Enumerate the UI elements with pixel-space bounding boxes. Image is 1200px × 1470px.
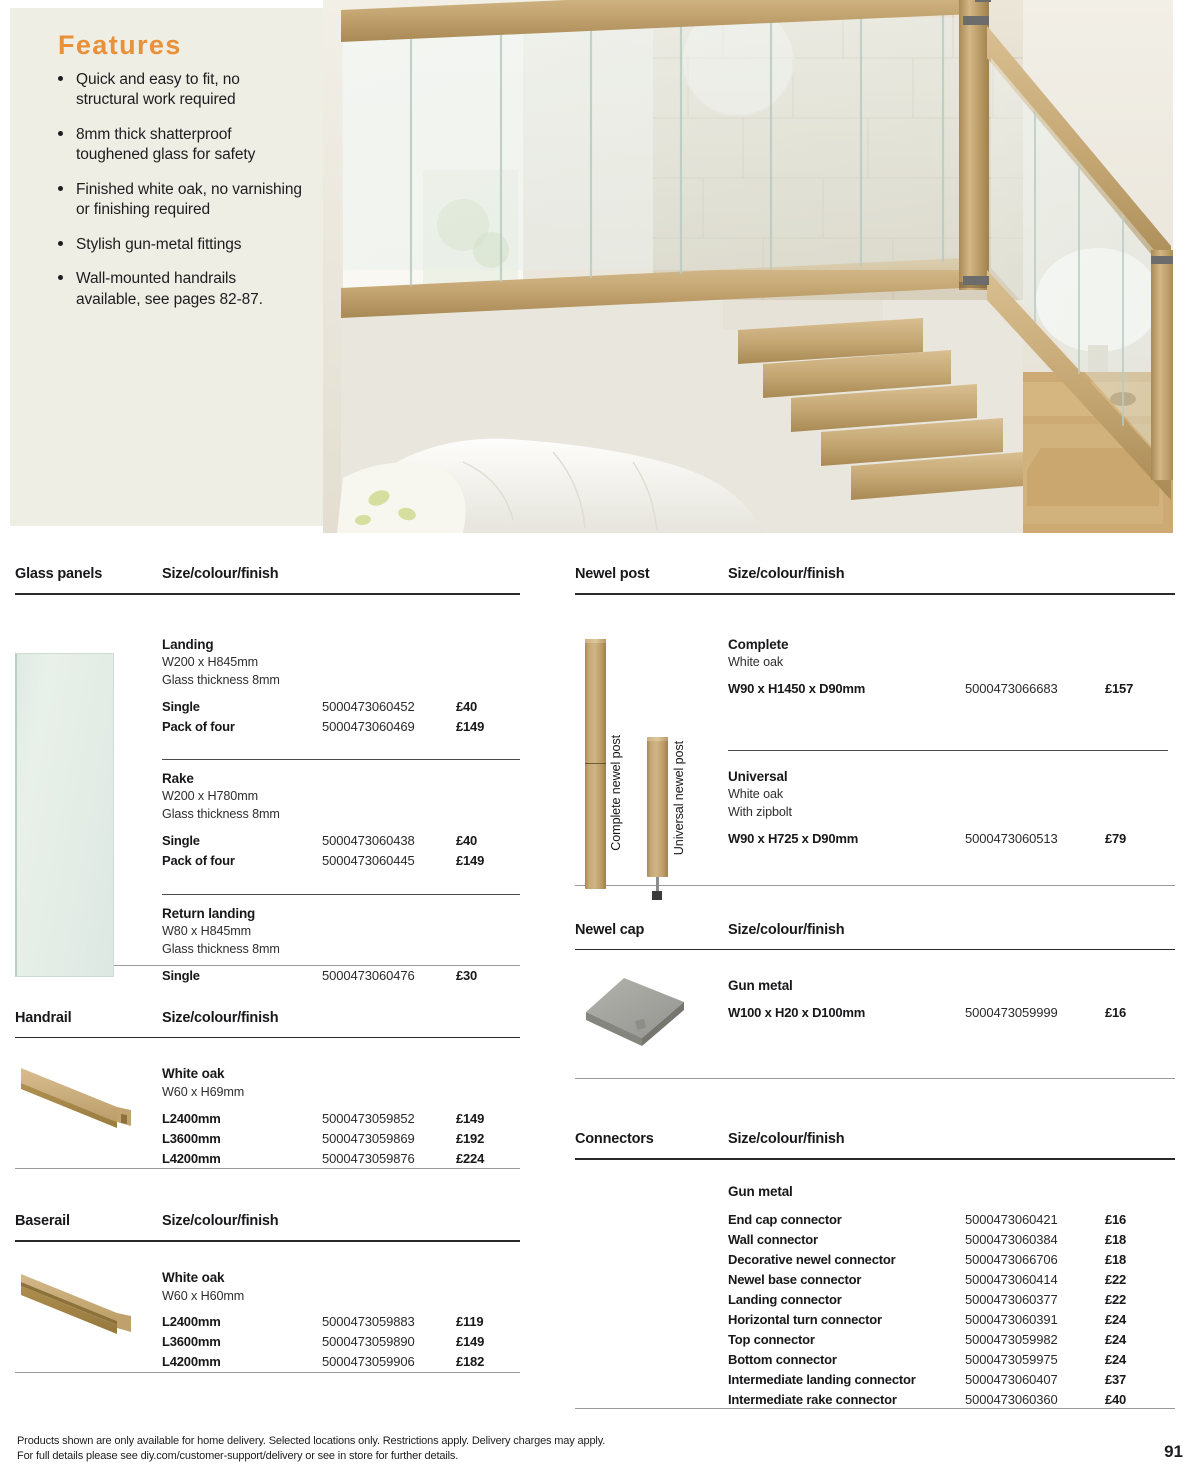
- image-label-complete-newel-post: Complete newel post: [609, 734, 623, 851]
- table-row: [162, 1151, 520, 1171]
- feature-text: Finished white oak, no varnishing or finishing required: [76, 180, 302, 219]
- section-baserail: [15, 1213, 520, 1373]
- section-subheader-newel-cap: Size/colour/finish: [728, 921, 845, 938]
- page-number: 91: [1164, 1442, 1183, 1461]
- table-row: [728, 1212, 1168, 1232]
- group-name: Return landing: [162, 905, 256, 921]
- group-name: Gun metal: [728, 978, 793, 994]
- section-title-baserail: Baserail: [15, 1213, 70, 1230]
- product-image-universal-newel-post: [647, 737, 668, 877]
- row-price: £40: [1105, 1391, 1127, 1407]
- feature-item: [54, 235, 304, 255]
- row-price: £79: [1105, 830, 1127, 846]
- section-subheader-handrail: Size/colour/finish: [162, 1009, 279, 1026]
- product-group-newel-universal: [728, 767, 1168, 851]
- table-row: [162, 853, 520, 873]
- row-label: L3600mm: [162, 1334, 221, 1350]
- group-desc-line: W60 x H69mm: [162, 1084, 245, 1099]
- group-desc-line: Glass thickness 8mm: [162, 942, 280, 957]
- row-label: L2400mm: [162, 1110, 221, 1126]
- bullet-icon: [58, 131, 63, 136]
- table-row: [728, 1332, 1168, 1352]
- row-label: End cap connector: [728, 1211, 842, 1227]
- row-label: L4200mm: [162, 1150, 221, 1166]
- section-subheader-baserail: Size/colour/finish: [162, 1213, 279, 1230]
- row-price: £24: [1105, 1311, 1127, 1327]
- price-rows: [162, 1314, 520, 1374]
- table-row: [728, 1352, 1168, 1372]
- feature-item: [54, 125, 304, 166]
- row-code: 5000473060469: [322, 718, 415, 734]
- row-code: 5000473060377: [965, 1291, 1058, 1307]
- row-code: 5000473060360: [965, 1391, 1058, 1407]
- row-price: £18: [1105, 1251, 1127, 1267]
- product-group-handrail-white-oak: [162, 1064, 520, 1170]
- product-group-baserail-white-oak: [162, 1268, 520, 1374]
- section-title-glass-panels: Glass panels: [15, 566, 103, 582]
- group-name: Universal: [728, 768, 788, 784]
- product-image-newel-cap: [580, 972, 690, 1052]
- feature-text: Wall-mounted handrails available, see pages 82-87.: [76, 270, 263, 308]
- price-rows: [728, 831, 1168, 851]
- features-list: [54, 70, 304, 324]
- footer-line-1: Products shown are only available for home delivery. Selected locations only. Restrictions apply. Delivery charges may apply.: [17, 1435, 606, 1447]
- group-desc-line: W80 x H845mm: [162, 924, 252, 939]
- row-code: 5000473066683: [965, 681, 1058, 697]
- row-price: £224: [456, 1150, 485, 1166]
- product-group-newel-complete: [728, 635, 1168, 701]
- bullet-icon: [58, 186, 63, 191]
- row-price: £24: [1105, 1331, 1127, 1347]
- group-desc-line: Glass thickness 8mm: [162, 807, 280, 822]
- section-title-newel-cap: Newel cap: [575, 921, 645, 938]
- hero-illustration: [323, 0, 1173, 533]
- table-row: [162, 1354, 520, 1374]
- table-row: [728, 1005, 1168, 1025]
- product-image-handrail: [17, 1060, 142, 1130]
- row-price: £16: [1105, 1211, 1127, 1227]
- table-row: [162, 968, 520, 988]
- row-code: 5000473060452: [322, 698, 415, 714]
- group-desc-line: W200 x H780mm: [162, 789, 258, 804]
- right-column: [575, 566, 1175, 1409]
- row-price: £22: [1105, 1271, 1127, 1287]
- row-label: L4200mm: [162, 1354, 221, 1370]
- product-image-complete-newel-post: [585, 639, 606, 889]
- row-price: £149: [456, 1110, 485, 1126]
- row-label: Pack of four: [162, 852, 235, 868]
- feature-text: 8mm thick shatterproof toughened glass for safety: [76, 125, 256, 164]
- price-rows: [162, 1111, 520, 1171]
- row-label: Landing connector: [728, 1291, 842, 1307]
- row-price: £157: [1105, 681, 1134, 697]
- row-code: 5000473060384: [965, 1231, 1058, 1247]
- bullet-icon: [58, 275, 63, 280]
- row-label: Single: [162, 698, 200, 714]
- group-desc-line: With zipbolt: [728, 805, 792, 820]
- section-connectors: [575, 1131, 1175, 1409]
- price-rows: [728, 1005, 1168, 1025]
- product-group-return-landing: [162, 904, 520, 988]
- row-price: £18: [1105, 1231, 1127, 1247]
- group-desc-line: Glass thickness 8mm: [162, 673, 280, 688]
- row-label: Newel base connector: [728, 1271, 862, 1287]
- group-name: Gun metal: [728, 1183, 793, 1199]
- row-code: 5000473060513: [965, 830, 1058, 846]
- row-label: Intermediate rake connector: [728, 1391, 897, 1407]
- section-handrail: [15, 1010, 520, 1170]
- row-price: £40: [456, 698, 478, 714]
- bullet-icon: [58, 76, 63, 81]
- feature-item: [54, 180, 304, 221]
- price-rows: [162, 699, 520, 739]
- divider: [162, 894, 520, 895]
- section-title-handrail: Handrail: [15, 1009, 72, 1026]
- row-label: Single: [162, 832, 200, 848]
- table-row: [728, 1392, 1168, 1412]
- row-price: £40: [456, 832, 478, 848]
- group-name: Landing: [162, 636, 214, 652]
- table-row: [162, 833, 520, 853]
- row-price: £24: [1105, 1351, 1127, 1367]
- row-code: 5000473059975: [965, 1351, 1058, 1367]
- product-image-baserail: [17, 1264, 142, 1334]
- feature-text: Stylish gun-metal fittings: [76, 235, 242, 253]
- section-subheader-newel-post: Size/colour/finish: [728, 566, 845, 582]
- row-label: Bottom connector: [728, 1351, 837, 1367]
- row-price: £37: [1105, 1371, 1127, 1387]
- row-price: £149: [456, 718, 485, 734]
- price-rows: [728, 681, 1168, 701]
- table-row: [728, 1292, 1168, 1312]
- section-glass-panels: [15, 566, 520, 983]
- feature-item: [54, 70, 304, 111]
- section-newel-post: [575, 566, 1175, 886]
- row-label: L2400mm: [162, 1314, 221, 1330]
- row-price: £192: [456, 1130, 485, 1146]
- row-price: £149: [456, 1334, 485, 1350]
- row-price: £16: [1105, 1004, 1127, 1020]
- table-row: [162, 1111, 520, 1131]
- row-code: 5000473060445: [322, 852, 415, 868]
- group-desc-line: W60 x H60mm: [162, 1288, 245, 1303]
- row-price: £30: [456, 967, 478, 983]
- row-label: Intermediate landing connector: [728, 1371, 916, 1387]
- product-group-connectors-gun-metal: [728, 1182, 1168, 1412]
- row-price: £182: [456, 1354, 485, 1370]
- table-row: [728, 831, 1168, 851]
- zipbolt-head-icon: [652, 891, 662, 900]
- feature-item: [54, 269, 304, 310]
- row-label: W90 x H1450 x D90mm: [728, 681, 866, 697]
- section-subheader-glass-panels: Size/colour/finish: [162, 566, 279, 582]
- row-code: 5000473060438: [322, 832, 415, 848]
- price-rows: [162, 968, 520, 988]
- row-code: 5000473060421: [965, 1211, 1058, 1227]
- row-code: 5000473059869: [322, 1130, 415, 1146]
- row-label: L3600mm: [162, 1130, 221, 1146]
- row-label: Single: [162, 967, 200, 983]
- section-newel-cap: [575, 922, 1175, 1080]
- row-code: 5000473060476: [322, 967, 415, 983]
- footer-line-2: For full details please see diy.com/customer-support/delivery or see in store for further details.: [17, 1449, 459, 1462]
- section-title-connectors: Connectors: [575, 1131, 654, 1148]
- row-label: Top connector: [728, 1331, 815, 1347]
- image-label-universal-newel-post: Universal newel post: [672, 740, 686, 855]
- row-label: Horizontal turn connector: [728, 1311, 882, 1327]
- features-panel: [10, 8, 330, 526]
- divider: [162, 759, 520, 760]
- row-code: 5000473059876: [322, 1150, 415, 1166]
- row-price: £119: [456, 1314, 484, 1330]
- divider: [575, 1078, 1175, 1079]
- row-label: W100 x H20 x D100mm: [728, 1004, 866, 1020]
- table-row: [728, 1372, 1168, 1392]
- product-image-glass-panel: [15, 653, 114, 977]
- row-code: 5000473059883: [322, 1314, 415, 1330]
- row-label: Decorative newel connector: [728, 1251, 896, 1267]
- footer-disclaimer: [17, 1434, 605, 1464]
- row-code: 5000473066706: [965, 1251, 1058, 1267]
- table-row: [728, 1272, 1168, 1292]
- row-code: 5000473060391: [965, 1311, 1058, 1327]
- post-cap: [585, 639, 606, 643]
- divider: [728, 750, 1168, 751]
- table-row: [728, 1312, 1168, 1332]
- feature-text: Quick and easy to fit, no structural work required: [76, 71, 240, 109]
- table-row: [162, 719, 520, 739]
- price-rows: [728, 1212, 1168, 1412]
- divider: [575, 885, 1175, 886]
- group-desc-line: W200 x H845mm: [162, 655, 258, 670]
- product-group-newel-cap-gun-metal: [728, 976, 1168, 1025]
- row-price: £149: [456, 852, 485, 868]
- post-cap: [647, 737, 668, 741]
- row-code: 5000473059906: [322, 1354, 415, 1370]
- row-code: 5000473059852: [322, 1110, 415, 1126]
- group-name: White oak: [162, 1269, 225, 1285]
- row-code: 5000473059999: [965, 1004, 1058, 1020]
- post-joint-line: [585, 763, 606, 765]
- hero-staircase-photo: [323, 0, 1173, 533]
- row-code: 5000473060407: [965, 1371, 1058, 1387]
- row-label: W90 x H725 x D90mm: [728, 830, 859, 846]
- group-name: White oak: [162, 1066, 225, 1082]
- row-price: £22: [1105, 1291, 1127, 1307]
- row-code: 5000473060414: [965, 1271, 1058, 1287]
- bullet-icon: [58, 241, 63, 246]
- row-label: Wall connector: [728, 1231, 818, 1247]
- product-group-landing: [162, 635, 520, 739]
- group-name: Rake: [162, 770, 194, 786]
- product-group-rake: [162, 769, 520, 873]
- table-row: [728, 1252, 1168, 1272]
- features-heading: Features: [58, 30, 182, 60]
- group-name: Complete: [728, 636, 789, 652]
- row-code: 5000473059982: [965, 1331, 1058, 1347]
- row-label: Pack of four: [162, 718, 235, 734]
- left-column: [15, 566, 520, 1373]
- table-row: [162, 699, 520, 719]
- table-row: [162, 1314, 520, 1334]
- table-row: [728, 1232, 1168, 1252]
- section-subheader-connectors: Size/colour/finish: [728, 1131, 845, 1148]
- table-row: [162, 1334, 520, 1354]
- group-desc-line: White oak: [728, 655, 784, 670]
- section-title-newel-post: Newel post: [575, 566, 650, 582]
- table-row: [162, 1131, 520, 1151]
- row-code: 5000473059890: [322, 1334, 415, 1350]
- price-rows: [162, 833, 520, 873]
- table-row: [728, 681, 1168, 701]
- group-desc-line: White oak: [728, 787, 784, 802]
